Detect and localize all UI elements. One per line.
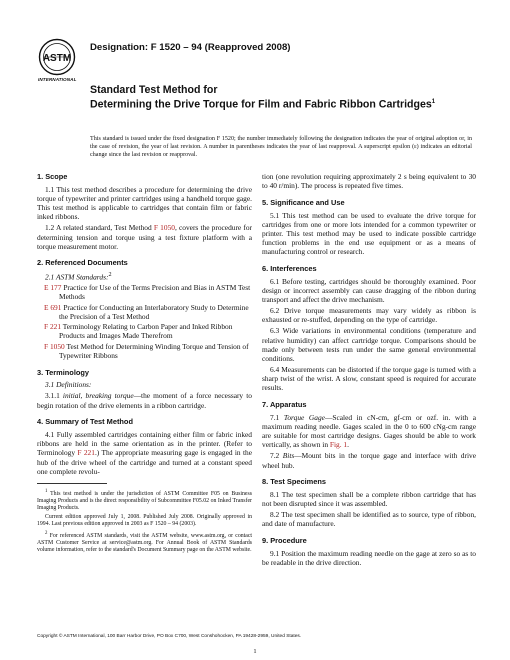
def-term: initial, breaking torque (62, 391, 134, 401)
p4-1-post: .) The appropriate measuring gage is engaged in the hub of the drive wheel of the cartridge and turned at a constant speed one complete revolu- (37, 448, 252, 476)
footnote-2-text: For referenced ASTM standards, visit the ASTM website, www.astm.org, or contact ASTM Customer Service at service@astm.org. For Annual Book of ASTM Standards volume information, refer to the standard's Document Summary page on the ASTM website. (37, 532, 253, 554)
p1-2-post: , covers the procedure for determining tension and torque using a test fixture platform with a torque measurement motor. (37, 223, 253, 251)
astm-logo-icon (38, 38, 76, 76)
astm-standards-label: 2.1 ASTM Standards: (45, 272, 109, 282)
paragraph-6-2: 6.2 Drive torque measurements may vary widely as ribbon is exhausted or re-stuffed, depending on the type of cartridge. (262, 306, 476, 325)
ref-code-link[interactable]: F 1050 (44, 341, 65, 351)
paragraph-4-1 (37, 430, 252, 476)
copyright-notice: Copyright © ASTM International, 100 Barr Harbor Drive, PO Box C700, West Conshohocken, PA 19428-2959, United States. (37, 634, 302, 639)
section-2-heading: 2. Referenced Documents (37, 258, 128, 268)
p1-2-pre: 1.2 A related standard, Test Method (45, 223, 154, 233)
paragraph-6-3: 6.3 Wide variations in environmental conditions (temperature and relative humidity) can affect cartridge torque. Comparisons should be made only between tests run under the same general environmental conditions. (262, 326, 476, 364)
paragraph-7-2 (262, 451, 476, 469)
paragraph-6-1: 6.1 Before testing, cartridges should be thoroughly examined. Poor design or incorrect assembly can cause dragging of the ribbon during transport and affect the drive mechanism. (262, 276, 476, 305)
link-fig-1[interactable]: Fig. 1 (329, 440, 348, 450)
paragraph-8-1: 8.1 The test specimen shall be a complete ribbon cartridge that has not been disrupted since it was assembled. (262, 490, 476, 509)
section-4-heading: 4. Summary of Test Method (37, 417, 133, 427)
section-5-heading: 5. Significance and Use (262, 197, 345, 207)
ref-item (37, 283, 252, 301)
p7-2-num: 7.2 (270, 451, 283, 461)
ref-text: Practice for Conducting an Interlaboratory Study to Determine the Precision of a Test Method (59, 302, 249, 321)
section-8-heading: 8. Test Specimens (262, 477, 326, 487)
p7-1-post: . (347, 440, 349, 450)
title-kind: Standard Test Method for (90, 84, 218, 96)
p4-1-pre: 4.1 Fully assembled cartridges containing either film or fabric inked ribbons are held in the same orientation as in the printer. (Refer to Terminology (37, 429, 252, 458)
ref-item (37, 303, 252, 321)
astm-standards-subheading (45, 271, 252, 282)
section-7-heading: 7. Apparatus (262, 400, 307, 410)
p7-2-term: Bits (282, 451, 295, 461)
paragraph-3-1-1 (37, 391, 252, 409)
section-6-heading: 6. Interferences (262, 264, 317, 274)
right-column (262, 172, 476, 569)
section-1-heading: 1. Scope (37, 172, 68, 181)
link-f221[interactable]: F 221 (77, 448, 95, 458)
definitions-label: 3.1 Definitions: (45, 380, 92, 390)
ref-item (37, 342, 252, 360)
issued-note: This standard is issued under the fixed designation F 1520; the number immediately following the designation indicates the year of original adoption or, in the case of revision, the year of last revision. A number in parentheses indicates the year of last reapproval. A superscript epsilon (ε) indicates an editorial change since the last revision or reapproval. (90, 136, 472, 158)
footnote-1-text: This test method is under the jurisdiction of ASTM Committee F05 on Business Imaging Products and is the direct responsibility of Subcommittee F05.02 on Inked Transfer Imaging Products. (37, 490, 252, 512)
p7-2-text: —Mount bits in the torque gage and interface with drive wheel hub. (262, 451, 476, 470)
ref-text: Practice for Use of the Terms Precision and Bias in ASTM Test Methods (59, 282, 251, 302)
footnote-mark-2: 2 (108, 272, 112, 279)
def-number: 3.1.1 (45, 391, 63, 401)
section-9-heading: 9. Procedure (262, 536, 307, 546)
paragraph-8-2: 8.2 The test specimen shall be identified as to source, type of ribbon, and date of manufacture. (262, 510, 476, 529)
paragraph-5-1: 5.1 This test method can be used to evaluate the drive torque for cartridges from one or more lots intended for a common typewriter or printer. This test method may be used to indicate possible cartridge function problems in the end use equipment or as a means of manufacturing control or research. (262, 210, 476, 257)
paragraph-6-4: 6.4 Measurements can be distorted if the torque gage is turned with a sharp twist of the wrist. A slow, constant speed is required for accurate results. (262, 365, 476, 393)
title-main-text: Determining the Drive Torque for Film and Fabric Ribbon Cartridges (90, 98, 432, 111)
paragraph-1-2 (37, 223, 252, 251)
astm-logo (38, 38, 76, 82)
ref-item (37, 322, 252, 340)
ref-code-link[interactable]: F 221 (44, 322, 62, 332)
ref-text: Terminology Relating to Carbon Paper and Inked Ribbon Products and Images Made Therefrom (59, 322, 233, 341)
def-text: —the moment of a force necessary to begin rotation of the drive elements in a ribbon cartridge. (37, 391, 252, 410)
p7-1-num: 7.1 (270, 412, 284, 422)
designation: Designation: F 1520 – 94 (Reapproved 2008) (90, 42, 291, 53)
footnote-1-mark: 1 (45, 489, 48, 494)
footnote-1b: Current edition approved July 1, 2008. Published July 2008. Originally approved in 1994. Last previous edition approved in 2003 as F 1520 – 94 (2003). (37, 514, 252, 528)
footnote-2 (37, 530, 252, 555)
footnote-1 (37, 488, 252, 513)
svg-text:ASTM: ASTM (42, 53, 72, 64)
logo-text: INTERNATIONAL (38, 77, 77, 82)
p7-1-pre: —Scaled in cN-cm, gf-cm or ozf. in. with a maximum reading needle. Gages scaled in the 0 to 600 cNg-cm range are suitable for most cartridge designs. Gages should be able to work vertically, as shown in (262, 412, 476, 450)
title-block (90, 84, 480, 111)
ref-code-link[interactable]: E 177 (44, 282, 62, 292)
paragraph-3-1 (37, 380, 252, 389)
paragraph-7-1 (262, 413, 476, 450)
paragraph-1-1: 1.1 This test method describes a procedure for determining the drive torque of typewriter and printer cartridges using a handheld torque gage. This test method is applicable to cartridges that contain film or fabric inked ribbons. (37, 184, 252, 222)
paragraph-9-1: 9.1 Position the maximum reading needle on the gage at zero so as to be readable in the drive direction. (262, 548, 476, 568)
left-column (37, 172, 252, 556)
title-footnote-mark: 1 (431, 99, 436, 105)
paragraph-4-1-continued: tion (one revolution requiring approximately 2 s being equivalent to 30 to 40 r/min). The process is repeated five times. (262, 172, 476, 191)
p7-1-term: Torque Gage (283, 412, 325, 422)
ref-code-link[interactable]: E 691 (44, 302, 62, 312)
footnote-divider (37, 483, 107, 484)
title-main (90, 96, 480, 111)
footnote-2-mark: 2 (45, 530, 48, 536)
ref-text: Test Method for Determining Winding Torque and Tension of Typewriter Ribbons (59, 341, 249, 360)
link-f1050[interactable]: F 1050 (153, 223, 175, 233)
section-3-heading: 3. Terminology (37, 367, 90, 377)
page-number: 1 (253, 648, 257, 655)
